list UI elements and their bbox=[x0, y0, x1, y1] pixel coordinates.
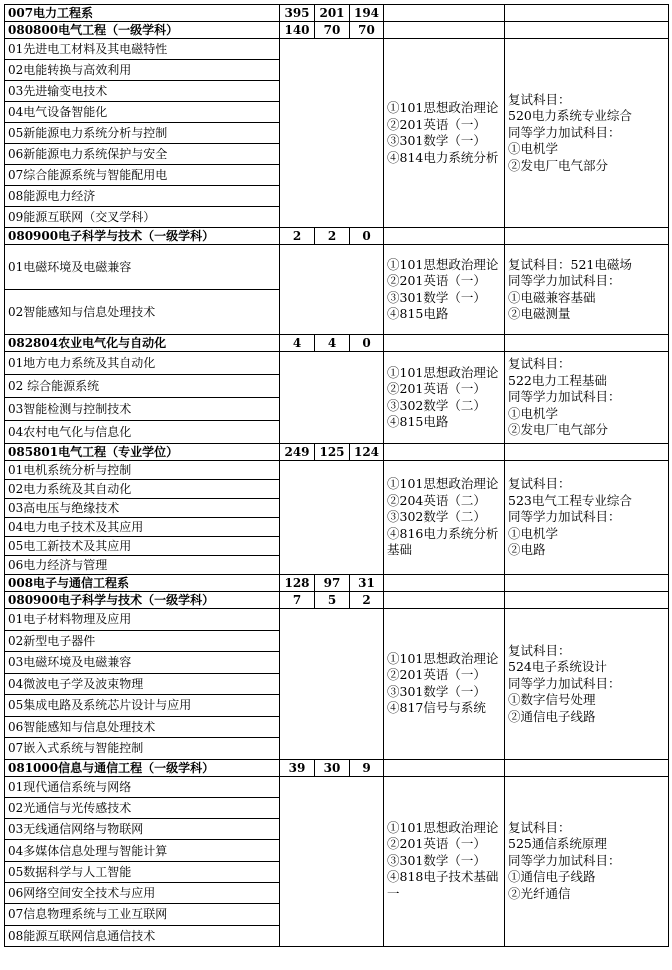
direction-name: 03无线通信网络与物联网 bbox=[5, 819, 280, 840]
department-total: 395 bbox=[280, 5, 315, 22]
exam-subject-line: ②201英语（一） bbox=[387, 273, 486, 288]
direction-row bbox=[5, 245, 669, 290]
major-name: 085801电气工程（专业学位） bbox=[5, 444, 280, 461]
exam-subject-line: ④817信号与系统 bbox=[387, 700, 486, 716]
exam-subject-line: ④815电路 bbox=[387, 414, 449, 429]
direction-name: 04电力电子技术及其应用 bbox=[5, 518, 280, 537]
major-count-a: 4 bbox=[315, 335, 350, 352]
major-count-b: 0 bbox=[350, 335, 384, 352]
retest-subjects bbox=[505, 245, 669, 335]
direction-name: 08能源互联网信息通信技术 bbox=[5, 925, 280, 946]
direction-name: 05数据科学与人工智能 bbox=[5, 861, 280, 882]
direction-name: 02新型电子器件 bbox=[5, 630, 280, 652]
exam-subject-line: ②201英语（一） bbox=[387, 836, 486, 852]
direction-row bbox=[5, 461, 669, 480]
retest-subject-line: ②通信电子线路 bbox=[508, 708, 596, 724]
department-name: 007电力工程系 bbox=[5, 5, 280, 22]
retest-subject-line: 复试科目： bbox=[508, 91, 571, 107]
exam-subject-line: ④815电路 bbox=[387, 306, 449, 321]
exam-subject-line: ④816电力系统分析 bbox=[387, 525, 499, 541]
direction-name: 02 综合能源系统 bbox=[5, 375, 280, 398]
major-total: 249 bbox=[280, 444, 315, 461]
retest-subject-line: 复试科目： bbox=[508, 356, 571, 372]
retest-subject-line: 520电力系统专业综合 bbox=[508, 108, 632, 124]
retest-subject-line: 同等学力加试科目： bbox=[508, 852, 621, 868]
exam-subject-line: 基础 bbox=[387, 542, 413, 558]
retest-subject-line: 同等学力加试科目： bbox=[508, 675, 621, 691]
direction-name: 05新能源电力系统分析与控制 bbox=[5, 123, 280, 144]
exam-subject-line: ②204英语（二） bbox=[387, 492, 486, 508]
retest-subject-line: ②电路 bbox=[508, 542, 546, 558]
exam-subject-line: ④818电子技术基础 bbox=[387, 869, 499, 885]
direction-row bbox=[5, 39, 669, 60]
major-retest-empty bbox=[505, 444, 669, 461]
retest-subject-line: 524电子系统设计 bbox=[508, 659, 607, 674]
major-retest-empty bbox=[505, 335, 669, 352]
major-retest-empty bbox=[505, 592, 669, 609]
exam-subject-line: ②201英语（一） bbox=[387, 667, 486, 683]
direction-count-blank bbox=[280, 461, 384, 575]
retest-subject-line: ①电机学 bbox=[508, 405, 559, 421]
retest-subject-line: ①电机学 bbox=[508, 525, 559, 541]
direction-name: 01现代通信系统与网络 bbox=[5, 776, 280, 797]
exam-subject-line: ①101思想政治理论 bbox=[387, 256, 499, 272]
direction-row bbox=[5, 776, 669, 797]
retest-subject-line: ②光纤通信 bbox=[508, 885, 571, 901]
retest-subject-line: 复试科目： bbox=[508, 642, 571, 658]
exam-subject-line: 一 bbox=[387, 885, 400, 901]
direction-count-blank bbox=[280, 352, 384, 444]
exam-subject-line: ③301数学（一） bbox=[387, 133, 486, 148]
major-exam-empty bbox=[384, 592, 505, 609]
retest-subject-line: ②发电厂电气部分 bbox=[508, 157, 609, 173]
major-total: 140 bbox=[280, 22, 315, 39]
direction-name: 01电子材料物理及应用 bbox=[5, 609, 280, 631]
major-header-row bbox=[5, 22, 669, 39]
major-count-b: 70 bbox=[350, 22, 384, 39]
major-count-a: 70 bbox=[315, 22, 350, 39]
major-total: 7 bbox=[280, 592, 315, 609]
exam-subject-line: ①101思想政治理论 bbox=[387, 364, 499, 380]
major-exam-empty bbox=[384, 759, 505, 776]
exam-subjects bbox=[384, 776, 505, 946]
exam-subjects bbox=[384, 245, 505, 335]
major-exam-empty bbox=[384, 22, 505, 39]
major-count-a: 30 bbox=[315, 759, 350, 776]
exam-subject-line: ②201英语（一） bbox=[387, 381, 486, 396]
major-count-a: 5 bbox=[315, 592, 350, 609]
major-retest-empty bbox=[505, 228, 669, 245]
department-row bbox=[5, 5, 669, 22]
retest-subject-line: ②电磁测量 bbox=[508, 306, 571, 321]
direction-name: 06网络空间安全技术与应用 bbox=[5, 882, 280, 903]
department-retest-empty bbox=[505, 575, 669, 592]
retest-subjects bbox=[505, 352, 669, 444]
exam-subject-line: ①101思想政治理论 bbox=[387, 650, 499, 666]
major-retest-empty bbox=[505, 22, 669, 39]
exam-subject-line: ①101思想政治理论 bbox=[387, 819, 499, 835]
department-total: 128 bbox=[280, 575, 315, 592]
major-exam-empty bbox=[384, 335, 505, 352]
retest-subject-line: 同等学力加试科目： bbox=[508, 124, 621, 140]
exam-subject-line: ④814电力系统分析 bbox=[387, 149, 499, 165]
major-count-b: 2 bbox=[350, 592, 384, 609]
direction-name: 04微波电子学及波束物理 bbox=[5, 673, 280, 695]
retest-subject-line: ①数字信号处理 bbox=[508, 692, 596, 707]
retest-subjects bbox=[505, 461, 669, 575]
exam-subject-line: ③301数学（一） bbox=[387, 683, 486, 699]
direction-name: 04农村电气化与信息化 bbox=[5, 421, 280, 444]
major-retest-empty bbox=[505, 759, 669, 776]
direction-name: 02电能转换与高效利用 bbox=[5, 60, 280, 81]
department-exam-empty bbox=[384, 5, 505, 22]
retest-subject-line: 522电力工程基础 bbox=[508, 372, 607, 388]
retest-subject-line: 复试科目： bbox=[508, 476, 571, 492]
department-count-b: 31 bbox=[350, 575, 384, 592]
direction-row bbox=[5, 352, 669, 375]
retest-subject-line: 复试科目： bbox=[508, 819, 571, 835]
direction-name: 04多媒体信息处理与智能计算 bbox=[5, 840, 280, 861]
retest-subject-line: ①通信电子线路 bbox=[508, 869, 596, 885]
major-count-b: 9 bbox=[350, 759, 384, 776]
major-total: 39 bbox=[280, 759, 315, 776]
direction-name: 09能源互联网（交叉学科） bbox=[5, 207, 280, 228]
exam-subject-line: ③301数学（一） bbox=[387, 852, 486, 868]
retest-subjects bbox=[505, 609, 669, 760]
major-header-row bbox=[5, 592, 669, 609]
direction-name: 03电磁环境及电磁兼容 bbox=[5, 652, 280, 674]
major-total: 4 bbox=[280, 335, 315, 352]
major-header-row bbox=[5, 335, 669, 352]
exam-subject-line: ①101思想政治理论 bbox=[387, 476, 499, 492]
direction-count-blank bbox=[280, 39, 384, 228]
exam-subject-line: ③302数学（二） bbox=[387, 397, 486, 413]
retest-subject-line: 同等学力加试科目： bbox=[508, 273, 621, 288]
direction-name: 02智能感知与信息处理技术 bbox=[5, 290, 280, 335]
major-name: 080900电子科学与技术（一级学科） bbox=[5, 228, 280, 245]
direction-count-blank bbox=[280, 776, 384, 946]
exam-subject-line: ②201英语（一） bbox=[387, 116, 486, 132]
major-header-row bbox=[5, 759, 669, 776]
major-total: 2 bbox=[280, 228, 315, 245]
department-exam-empty bbox=[384, 575, 505, 592]
major-header-row bbox=[5, 228, 669, 245]
direction-name: 07嵌入式系统与智能控制 bbox=[5, 738, 280, 760]
department-count-b: 194 bbox=[350, 5, 384, 22]
direction-name: 02电力系统及其自动化 bbox=[5, 480, 280, 499]
exam-subject-line: ①101思想政治理论 bbox=[387, 100, 499, 115]
retest-subjects bbox=[505, 39, 669, 228]
direction-name: 01地方电力系统及其自动化 bbox=[5, 352, 280, 375]
retest-subjects bbox=[505, 776, 669, 946]
department-retest-empty bbox=[505, 5, 669, 22]
direction-name: 03先进输变电技术 bbox=[5, 81, 280, 102]
exam-subject-line: ③301数学（一） bbox=[387, 289, 486, 305]
major-count-b: 124 bbox=[350, 444, 384, 461]
major-count-a: 2 bbox=[315, 228, 350, 245]
major-name: 081000信息与通信工程（一级学科） bbox=[5, 759, 280, 776]
exam-subjects bbox=[384, 609, 505, 760]
major-name: 080800电气工程（一级学科） bbox=[5, 22, 280, 39]
direction-name: 06电力经济与管理 bbox=[5, 556, 280, 575]
major-exam-empty bbox=[384, 444, 505, 461]
direction-name: 01电机系统分析与控制 bbox=[5, 461, 280, 480]
direction-row bbox=[5, 609, 669, 631]
exam-subjects bbox=[384, 461, 505, 575]
direction-name: 04电气设备智能化 bbox=[5, 102, 280, 123]
retest-subject-line: 同等学力加试科目： bbox=[508, 389, 621, 405]
retest-subject-line: ②发电厂电气部分 bbox=[508, 422, 609, 438]
department-name: 008电子与通信工程系 bbox=[5, 575, 280, 592]
department-row bbox=[5, 575, 669, 592]
retest-subject-line: 525通信系统原理 bbox=[508, 836, 607, 852]
department-count-a: 201 bbox=[315, 5, 350, 22]
direction-name: 01电磁环境及电磁兼容 bbox=[5, 245, 280, 290]
direction-name: 01先进电工材料及其电磁特性 bbox=[5, 39, 280, 60]
direction-name: 05电工新技术及其应用 bbox=[5, 537, 280, 556]
retest-subject-line: 复试科目：521电磁场 bbox=[508, 256, 632, 272]
exam-subjects bbox=[384, 352, 505, 444]
direction-name: 07信息物理系统与工业互联网 bbox=[5, 904, 280, 925]
major-name: 080900电子科学与技术（一级学科） bbox=[5, 592, 280, 609]
direction-name: 03智能检测与控制技术 bbox=[5, 398, 280, 421]
major-count-a: 125 bbox=[315, 444, 350, 461]
retest-subject-line: 同等学力加试科目： bbox=[508, 509, 621, 525]
exam-subject-line: ③302数学（二） bbox=[387, 509, 486, 525]
major-exam-empty bbox=[384, 228, 505, 245]
retest-subject-line: 523电气工程专业综合 bbox=[508, 492, 632, 508]
direction-name: 03高电压与绝缘技术 bbox=[5, 499, 280, 518]
exam-subjects bbox=[384, 39, 505, 228]
admission-table bbox=[4, 4, 669, 947]
department-count-a: 97 bbox=[315, 575, 350, 592]
major-name: 082804农业电气化与自动化 bbox=[5, 335, 280, 352]
major-count-b: 0 bbox=[350, 228, 384, 245]
direction-count-blank bbox=[280, 609, 384, 760]
direction-name: 06新能源电力系统保护与安全 bbox=[5, 144, 280, 165]
retest-subject-line: ①电磁兼容基础 bbox=[508, 289, 596, 305]
retest-subject-line: ①电机学 bbox=[508, 141, 559, 157]
direction-name: 08能源电力经济 bbox=[5, 186, 280, 207]
direction-count-blank bbox=[280, 245, 384, 335]
direction-name: 07综合能源系统与智能配用电 bbox=[5, 165, 280, 186]
direction-name: 02光通信与光传感技术 bbox=[5, 797, 280, 818]
major-header-row bbox=[5, 444, 669, 461]
direction-name: 06智能感知与信息处理技术 bbox=[5, 716, 280, 738]
direction-name: 05集成电路及系统芯片设计与应用 bbox=[5, 695, 280, 717]
